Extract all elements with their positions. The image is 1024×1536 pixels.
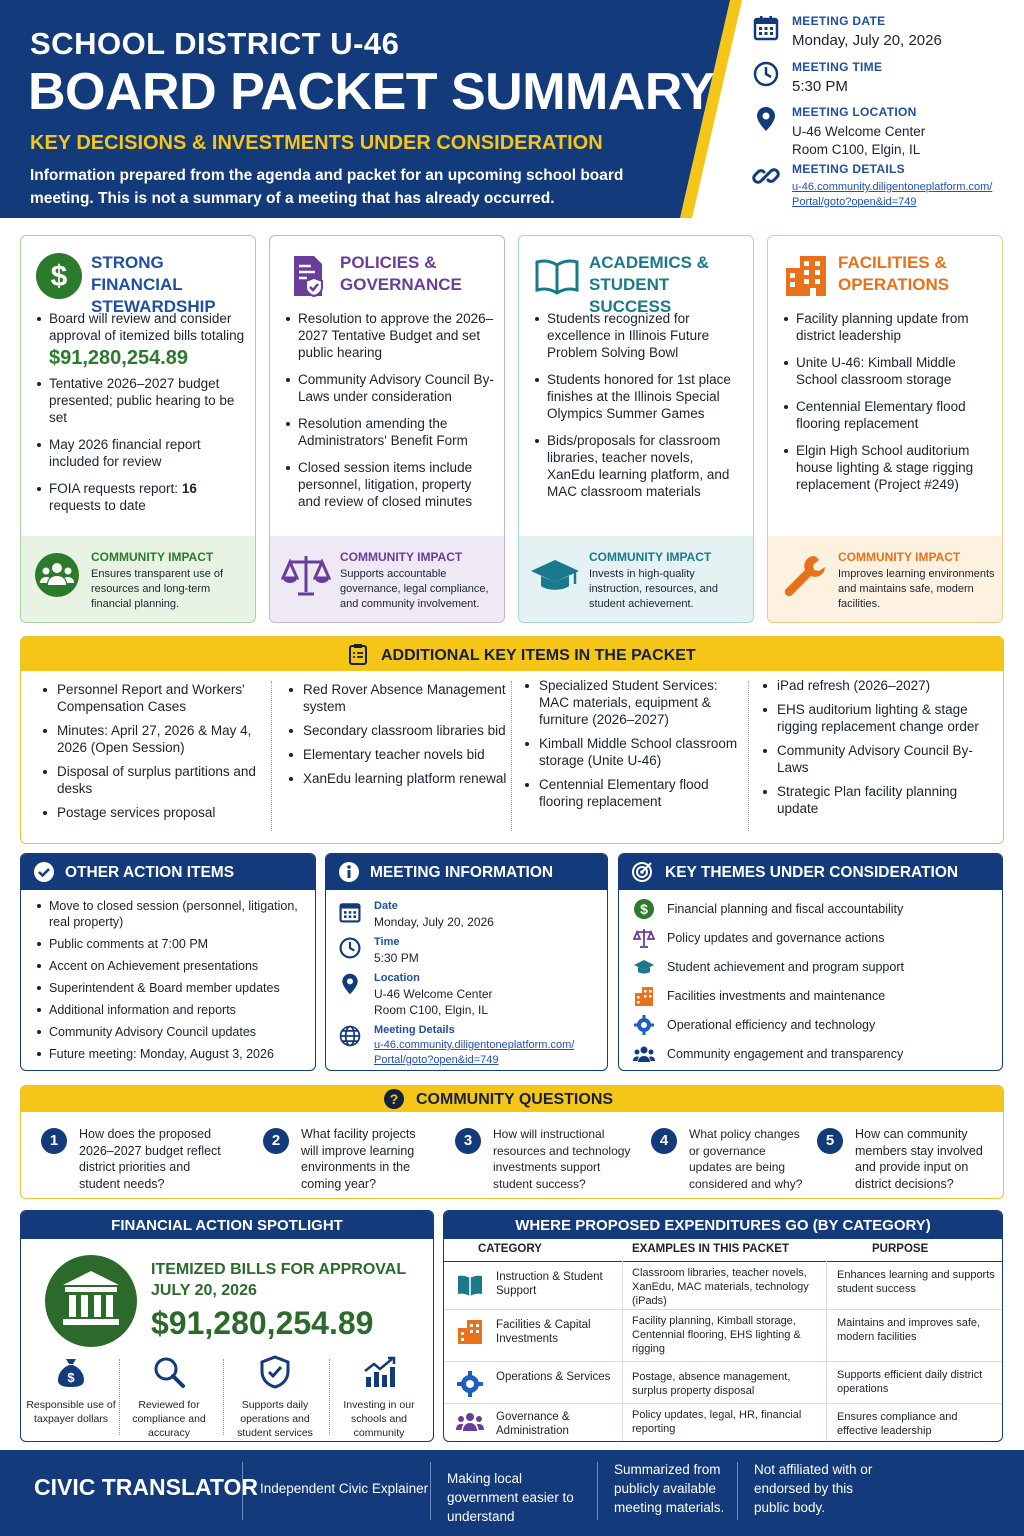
info-details [338,1024,608,1068]
card-list [35,310,247,524]
graduation-cap-icon [633,956,655,978]
question-number: 4 [651,1128,677,1154]
question-item [455,1126,645,1192]
svg-text:$: $ [640,901,648,917]
foia-tail: requests to date [49,498,146,513]
row-examples: Facility planning, Kimball storage, Centennial flooring, EHS lighting & rigging [632,1315,801,1355]
check-circle-icon [33,861,55,883]
bills-total: $91,280,254.89 [49,347,189,369]
target-icon [631,861,653,883]
community-questions [20,1085,1004,1199]
question-text: How will instructional resources and technology investments support student success? [493,1127,631,1191]
spotlight-feature [329,1355,429,1440]
list-item: Future meeting: Monday, August 3, 2026 [35,1046,310,1062]
magnifier-icon [152,1355,186,1389]
footer-text: Summarized from publicly available meeting materials. [614,1462,725,1515]
community-impact-title: COMMUNITY IMPACT [589,550,712,564]
other-action-items [20,853,316,1071]
row-purpose: Supports efficient daily district operations [837,1369,983,1395]
additional-col-4 [761,677,981,824]
card-list [782,310,994,503]
spotlight-feature [21,1355,121,1426]
question-item [263,1126,453,1192]
scales-icon [280,552,332,598]
details-link-line2[interactable]: Portal/goto?open&id=749 [374,1054,499,1066]
spotlight-amount: $91,280,254.89 [151,1305,374,1341]
table-row [444,1310,1002,1362]
meeting-date-block [752,14,1012,50]
list-item: Tentative 2026–2027 budget presented; public hearing to be set [35,375,247,426]
people-group-icon [456,1408,484,1436]
theme-text: Community engagement and transparency [667,1047,904,1061]
info-location [338,972,608,1018]
info-icon [338,861,360,883]
card-title-line1: STRONG FINANCIAL [91,253,183,294]
list-item [35,480,247,514]
meeting-details-link-line1[interactable]: u-46.community.diligentoneplatform.com/ [792,181,993,193]
info-value: Room C100, Elgin, IL [374,1003,489,1017]
row-category: Operations & Services [496,1371,611,1383]
question-number: 1 [41,1128,67,1154]
list-item: XanEdu learning platform renewal [287,770,507,787]
expenditures-table [443,1210,1003,1442]
policy-document-icon [284,252,332,300]
community-impact-text: Supports accountable governance, legal compliance, and community involvement. [340,568,489,610]
question-number: 3 [455,1128,481,1154]
community-impact-text: Invests in high-quality instruction, resources, and student achievement. [589,568,719,610]
question-item [41,1126,231,1192]
row-examples: Classroom libraries, teacher novels, XanEdu, MAC materials, technology (iPads) [632,1267,809,1307]
column-header: CATEGORY [478,1243,542,1255]
divider [271,681,272,831]
meeting-time: 5:30 PM [792,78,848,95]
theme-text: Student achievement and program support [667,960,904,974]
gear-icon [633,1014,655,1036]
question-number: 2 [263,1128,289,1154]
question-icon [383,1088,405,1110]
people-group-icon [31,552,83,598]
community-impact [21,536,255,622]
section-header [21,854,315,890]
column-header: PURPOSE [872,1243,929,1255]
card-title-line2: STEWARDSHIP [91,297,216,316]
section-title: WHERE PROPOSED EXPENDITURES GO (BY CATEGORY) [444,1211,1002,1239]
list-item: Kimball Middle School classroom storage (Unite U-46) [523,735,743,769]
card-title [838,252,949,296]
info-value: 5:30 PM [374,951,419,965]
divider [737,1462,738,1520]
spotlight-heading [151,1259,406,1301]
meeting-date-label: MEETING DATE [792,14,886,28]
spotlight-feature [119,1355,219,1440]
row-category: Instruction & Student Support [496,1271,603,1297]
feature-text: Investing in our schools and community [343,1399,415,1439]
list-item: Community Advisory Council updates [35,1024,310,1040]
book-icon [456,1270,484,1298]
feature-text: Responsible use of taxpayer dollars [26,1399,116,1425]
clock-icon [338,936,362,960]
list-item: Personnel Report and Workers' Compensation Cases [41,681,271,715]
community-impact-text: Improves learning environments and maintains safe, modern facilities. [838,568,995,610]
community-impact [768,536,1002,622]
list-item: Board will review and consider approval of itemized bills totaling [35,310,247,344]
page-note: Information prepared from the agenda and packet for an upcoming school board meeting. This is not a summary of a meeting that has already occurred. [30,167,624,207]
dollar-icon [35,252,83,300]
list-item: Bids/proposals for classroom libraries, teacher novels, XanEdu learning platform, and MAC classroom materials [533,432,745,500]
card-academics [518,235,754,623]
footer-brand: CIVIC TRANSLATOR [34,1474,259,1500]
theme-text: Facilities investments and maintenance [667,989,886,1003]
row-category: Facilities & Capital Investments [496,1319,591,1345]
card-policies-governance [269,235,505,623]
list-item: Accent on Achievement presentations [35,958,310,974]
section-title: MEETING INFORMATION [370,864,554,881]
financial-spotlight [20,1210,434,1442]
list-item: Resolution amending the Administrators' Benefit Form [284,415,496,449]
money-bag-icon [54,1355,88,1389]
meeting-location-line2: Room C100, Elgin, IL [792,142,921,157]
question-text: How can community members stay involved and provide input on district decisions? [855,1127,983,1191]
list-item: Centennial Elementary flood flooring replacement [523,776,743,810]
additional-col-1 [41,681,271,828]
feature-text: Supports daily operations and student services [237,1399,313,1439]
question-number: 5 [817,1128,843,1154]
clipboard-icon [347,643,369,665]
list-item: Strategic Plan facility planning update [761,783,981,817]
list-item: Community Advisory Council By-Laws [761,742,981,776]
card-title-line2: STUDENT SUCCESS [589,275,672,316]
card-list [284,310,496,520]
list-item: Students honored for 1st place finishes at the Illinois Special Olympics Summer Games [533,371,745,422]
wrench-icon [778,552,830,598]
row-examples: Postage, absence management, surplus property disposal [632,1371,791,1397]
gear-icon [456,1370,484,1398]
foia-count: 16 [181,481,197,496]
dollar-icon [633,898,655,920]
graduation-cap-icon [529,552,581,598]
theme-text: Policy updates and governance actions [667,931,885,945]
community-impact-title: COMMUNITY IMPACT [838,550,961,564]
bank-icon [43,1253,139,1349]
spotlight-line1: ITEMIZED BILLS FOR APPROVAL [151,1261,407,1278]
meeting-location-block [752,105,1012,159]
calendar-icon [752,14,780,42]
footer-text: Independent Civic Explainer [260,1481,429,1496]
clock-icon [752,60,780,88]
footer-text: Making local government easier to understand [447,1471,574,1524]
card-title-line2: GOVERNANCE [340,275,462,294]
svg-text:?: ? [389,1091,399,1107]
meeting-details-link[interactable] [792,180,1012,210]
community-impact-title: COMMUNITY IMPACT [91,550,214,564]
meeting-location-line1: U-46 Welcome Center [792,124,926,139]
page-tagline: KEY DECISIONS & INVESTMENTS UNDER CONSIDERATION [30,132,603,154]
list-item: Move to closed session (personnel, litigation, real property) [35,898,310,930]
growth-chart-icon [362,1355,396,1389]
divider [430,1462,431,1520]
community-impact-title: COMMUNITY IMPACT [340,550,463,564]
calendar-icon [338,900,362,924]
meeting-details-block [752,162,1012,210]
card-title [340,252,462,296]
list-item: May 2026 financial report included for review [35,436,247,470]
card-facilities [767,235,1003,623]
question-item [651,1126,841,1192]
additional-col-3 [523,677,743,817]
meeting-date: Monday, July 20, 2026 [792,32,942,49]
footer-text: Not affiliated with or endorsed by this public body. [754,1462,873,1515]
community-impact-text: Ensures transparent use of resources and long-term financial planning. [91,568,224,610]
people-group-icon [633,1043,655,1065]
section-header [326,854,607,890]
spotlight-line2: JULY 20, 2026 [151,1282,257,1299]
list-item: Closed session items include personnel, litigation, property and review of closed minutes [284,459,496,510]
district-name: SCHOOL DISTRICT U-46 [30,26,400,61]
details-link-line1[interactable]: u-46.community.diligentoneplatform.com/ [374,1039,575,1051]
list-item: Secondary classroom libraries bid [287,722,507,739]
column-header: EXAMPLES IN THIS PACKET [632,1243,789,1255]
list-item: Superintendent & Board member updates [35,980,310,996]
info-value: U-46 Welcome Center [374,987,493,1001]
list-item: Community Advisory Council By-Laws under consideration [284,371,496,405]
building-icon [456,1318,484,1346]
row-purpose: Maintains and improves safe, modern facilities [837,1317,981,1343]
list-item: Postage services proposal [41,804,271,821]
info-label: Date [374,900,398,912]
list-item: Minutes: April 27, 2026 & May 4, 2026 (Open Session) [41,722,271,756]
list-item: Centennial Elementary flood flooring replacement [782,398,994,432]
meeting-time-label: MEETING TIME [792,60,883,74]
table-row [444,1404,1002,1442]
section-title: KEY THEMES UNDER CONSIDERATION [665,864,959,881]
list-item: Facility planning update from district leadership [782,310,994,344]
globe-icon [338,1024,362,1048]
foia-label: FOIA requests report: [49,481,182,496]
community-impact [519,536,753,622]
card-title-line1: POLICIES & [340,253,437,272]
section-title: COMMUNITY QUESTIONS [416,1091,614,1108]
list-item: Elgin High School auditorium house lighting & stage rigging replacement (Project #249) [782,442,994,493]
list-item: Resolution to approve the 2026–2027 Tentative Budget and set public hearing [284,310,496,361]
row-purpose: Enhances learning and supports student success [837,1269,995,1295]
feature-text: Reviewed for compliance and accuracy [132,1399,206,1439]
info-time [338,936,608,966]
action-list [35,898,310,1068]
question-text: How does the proposed 2026–2027 budget reflect district priorities and student needs? [79,1127,221,1191]
section-title: OTHER ACTION ITEMS [65,864,235,881]
divider [597,1462,598,1520]
section-header [619,854,1002,890]
question-text: What policy changes or governance updates are being considered and why? [689,1127,803,1191]
table-row [444,1262,1002,1310]
svg-text:$: $ [67,1370,75,1385]
list-item: Disposal of surplus partitions and desks [41,763,271,797]
info-label: Location [374,972,420,984]
theme-text: Financial planning and fiscal accountability [667,902,904,916]
divider [748,681,749,831]
question-text: What facility projects will improve learning environments in the coming year? [301,1127,416,1191]
section-title: FINANCIAL ACTION SPOTLIGHT [21,1211,433,1239]
building-icon [633,985,655,1007]
divider [511,681,512,831]
info-label: Time [374,936,400,948]
building-icon [782,252,830,300]
location-pin-icon [752,105,780,133]
card-title-line2: OPERATIONS [838,275,950,294]
key-themes [618,853,1003,1071]
section-title: ADDITIONAL KEY ITEMS IN THE PACKET [381,647,696,664]
list-item: Students recognized for excellence in Illinois Future Problem Solving Bowl [533,310,745,361]
location-pin-icon [338,972,362,996]
scales-icon [633,927,655,949]
card-financial-stewardship [20,235,256,623]
card-title-line1: FACILITIES & [838,253,947,272]
list-item: Unite U-46: Kimball Middle School classroom storage [782,354,994,388]
spotlight-feature [225,1355,325,1440]
list-item: Elementary teacher novels bid [287,746,507,763]
theme-text: Operational efficiency and technology [667,1018,876,1032]
meeting-details-label: MEETING DETAILS [792,162,905,176]
svg-text:$: $ [50,260,68,293]
table-row [444,1362,1002,1404]
info-value: Monday, July 20, 2026 [374,915,494,929]
open-book-icon [533,252,581,300]
page-title: BOARD PACKET SUMMARY [28,63,715,121]
question-item [817,1126,1004,1192]
divider [223,1359,224,1435]
row-category: Governance & Administration [496,1411,570,1437]
list-item: Public comments at 7:00 PM [35,936,310,952]
additional-items-section [20,636,1004,844]
meeting-information [325,853,608,1071]
card-list [533,310,745,510]
card-title [589,252,753,318]
link-icon [752,162,780,190]
community-impact [270,536,504,622]
additional-col-2 [287,681,507,794]
card-title [91,252,255,318]
meeting-details-link-line2[interactable]: Portal/goto?open&id=749 [792,196,917,208]
meeting-time-block [752,60,1012,96]
divider [242,1462,243,1520]
info-date [338,900,608,930]
list-item: Additional information and reports [35,1002,310,1018]
row-examples: Policy updates, legal, HR, financial reporting [632,1409,802,1435]
shield-check-icon [258,1355,292,1389]
list-item: Specialized Student Services: MAC materials, equipment & furniture (2026–2027) [523,677,743,728]
card-title-line1: ACADEMICS & [589,253,709,272]
list-item: EHS auditorium lighting & stage rigging replacement change order [761,701,981,735]
meeting-location-label: MEETING LOCATION [792,105,917,119]
info-label: Meeting Details [374,1024,455,1036]
row-purpose: Ensures compliance and effective leadership [837,1411,958,1437]
list-item: iPad refresh (2026–2027) [761,677,981,694]
list-item: Red Rover Absence Management system [287,681,507,715]
details-link[interactable] [374,1038,608,1068]
